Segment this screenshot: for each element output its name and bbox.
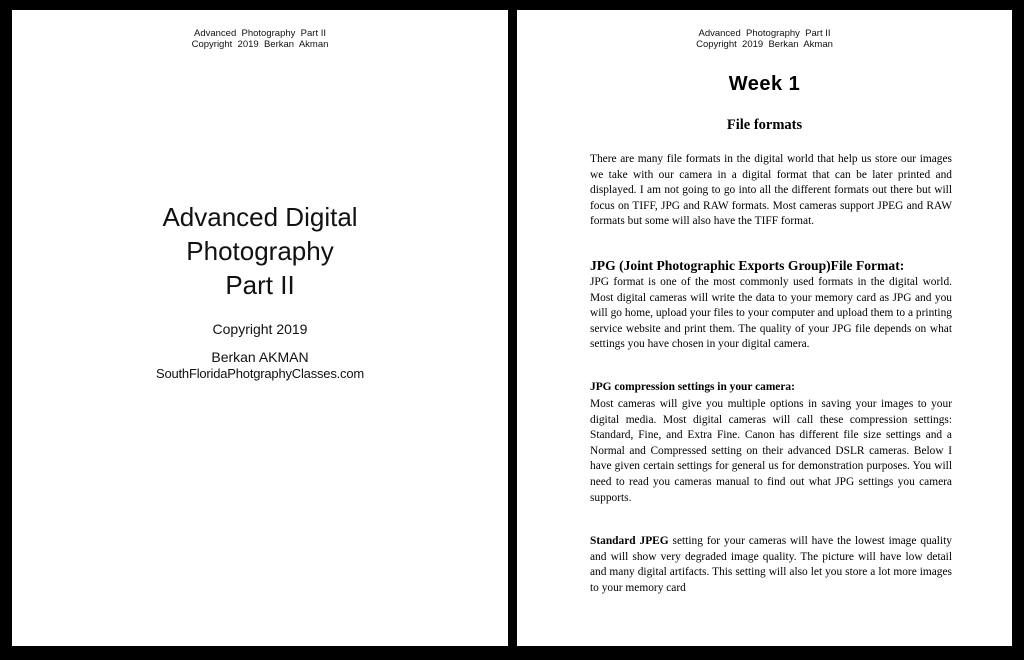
intro-paragraph bbox=[590, 152, 952, 230]
website-text: SouthFloridaPhotgraphyClasses.com bbox=[155, 366, 364, 381]
page-header bbox=[12, 28, 508, 50]
chapter-title: Week 1 bbox=[728, 73, 801, 95]
content-page bbox=[517, 10, 1012, 646]
jpg-heading: JPG (Joint Photographic Exports Group)File Format: bbox=[590, 258, 905, 273]
header-title: Advanced Photography Part II bbox=[193, 28, 327, 39]
page-header bbox=[517, 28, 1012, 50]
title-block bbox=[12, 200, 508, 382]
header-title: Advanced Photography Part II bbox=[698, 28, 831, 39]
compression-heading: JPG compression settings in your camera: bbox=[590, 381, 795, 393]
header-copyright: Copyright 2019 Berkan Akman bbox=[191, 39, 329, 50]
compression-text: Most cameras will give you multiple options in saving your images to your digital media. Most digital cameras will call these compression settings: Standard, Fine, and Extra Fine. Canon has different file size settings and a Normal and Compressed setting on their advanced DSLR cameras. Below I have given certain settings for general us for demonstration purposes. You will need to read you cameras manual to find out what JPG settings you camera supports. bbox=[590, 398, 952, 504]
standard-jpeg-term: Standard JPEG bbox=[590, 535, 669, 547]
book-title-line: Part II bbox=[225, 270, 295, 300]
book-title-line: Advanced Digital bbox=[162, 202, 358, 232]
standard-jpeg-text: setting for your cameras will have the lowest image quality and will show very degraded image quality. The picture will have low detail and many digital artifacts. This setting will also let you store a lot more images to your memory card bbox=[590, 535, 952, 594]
intro-text: There are many file formats in the digital world that help us store our images we take with our camera in a digital format that can be later printed and displayed. I am not going to go into all the different formats out there but will focus on TIFF, JPG and RAW formats. Most cameras support JPEG and RAW formats but some will also have the TIFF format. bbox=[590, 153, 952, 228]
book-title-line: Photography bbox=[186, 236, 334, 266]
copyright-text: Copyright 2019 bbox=[212, 321, 308, 337]
author-name: Berkan AKMAN bbox=[211, 349, 309, 365]
jpg-paragraph bbox=[590, 275, 952, 353]
section-title: File formats bbox=[726, 117, 803, 133]
jpg-text: JPG format is one of the most commonly used formats in the digital world. Most digital cameras will write the data to your memory card as JPG and you will go home, upload your files to your computer and upload them to a printing service website and print them. The quality of your JPG file depends on what settings you have chosen in your digital camera. bbox=[590, 276, 952, 351]
standard-jpeg-paragraph bbox=[590, 534, 952, 596]
title-page bbox=[12, 10, 508, 646]
book-title bbox=[12, 200, 508, 302]
compression-paragraph bbox=[590, 397, 952, 506]
header-copyright: Copyright 2019 Berkan Akman bbox=[696, 39, 833, 50]
